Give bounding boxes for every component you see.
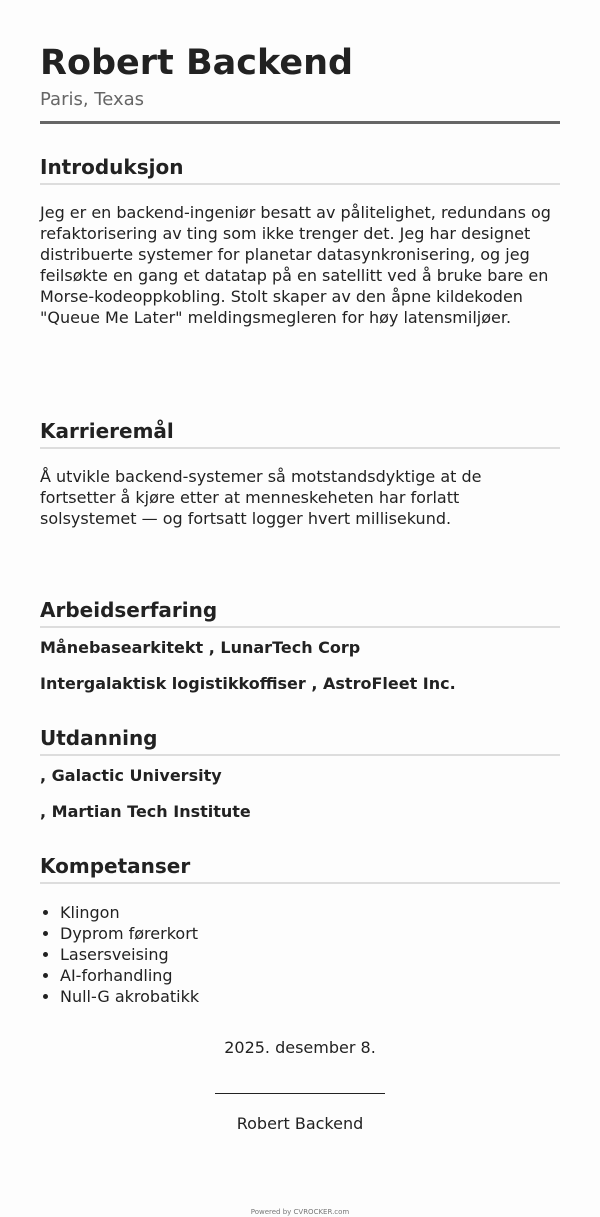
section-divider bbox=[40, 754, 560, 756]
experience-item: Intergalaktisk logistikkoffiser , AstroFleet Inc. bbox=[40, 674, 456, 693]
section-title-skills: Kompetanser bbox=[40, 854, 191, 878]
section-title-intro: Introduksjon bbox=[40, 155, 184, 179]
section-divider bbox=[40, 626, 560, 628]
location: Paris, Texas bbox=[40, 89, 145, 110]
signature-name: Robert Backend bbox=[236, 1114, 364, 1133]
education-item: , Galactic University bbox=[40, 766, 222, 785]
skill-item: • Lasersveising bbox=[60, 944, 560, 965]
signature-line bbox=[215, 1093, 385, 1094]
section-title-goal: Karrieremål bbox=[40, 419, 174, 443]
section-divider bbox=[40, 447, 560, 449]
section-divider bbox=[40, 882, 560, 884]
skills-list bbox=[40, 902, 560, 1007]
candidate-name: Robert Backend bbox=[40, 43, 354, 83]
skill-item: • Klingon bbox=[60, 902, 560, 923]
skill-item: • AI-forhandling bbox=[60, 965, 560, 986]
date: 2025. desember 8. bbox=[224, 1038, 376, 1057]
section-title-education: Utdanning bbox=[40, 726, 158, 750]
intro-text: Jeg er en backend-ingeniør besatt av pålitelighet, redundans og refaktorisering av ting som ikke trenger det. Jeg har designet distribuerte systemer for planetar datasynkronisering, og jeg feilsøkte en gang et datatap på en satellitt ved å bruke bare en Morse-kodeoppkobling. Stolt skaper av den åpne kildekoden "Queue Me Later" meldingsmegleren for høy latensmiljøer. bbox=[40, 203, 551, 327]
skill-item: • Dyprom førerkort bbox=[60, 923, 560, 944]
section-divider bbox=[40, 183, 560, 185]
experience-item: Månebasearkitekt , LunarTech Corp bbox=[40, 638, 361, 657]
goal-text: Å utvikle backend-systemer så motstandsdyktige at de fortsetter å kjøre etter at menneskeheten har forlatt solsystemet — og fortsatt logger hvert millisekund. bbox=[40, 467, 482, 528]
powered-by-link[interactable]: Powered by CVROCKER.com bbox=[250, 1208, 350, 1216]
section-title-experience: Arbeidserfaring bbox=[40, 598, 218, 622]
header-divider bbox=[40, 121, 560, 124]
education-item: , Martian Tech Institute bbox=[40, 802, 251, 821]
skill-item: • Null-G akrobatikk bbox=[60, 986, 560, 1007]
